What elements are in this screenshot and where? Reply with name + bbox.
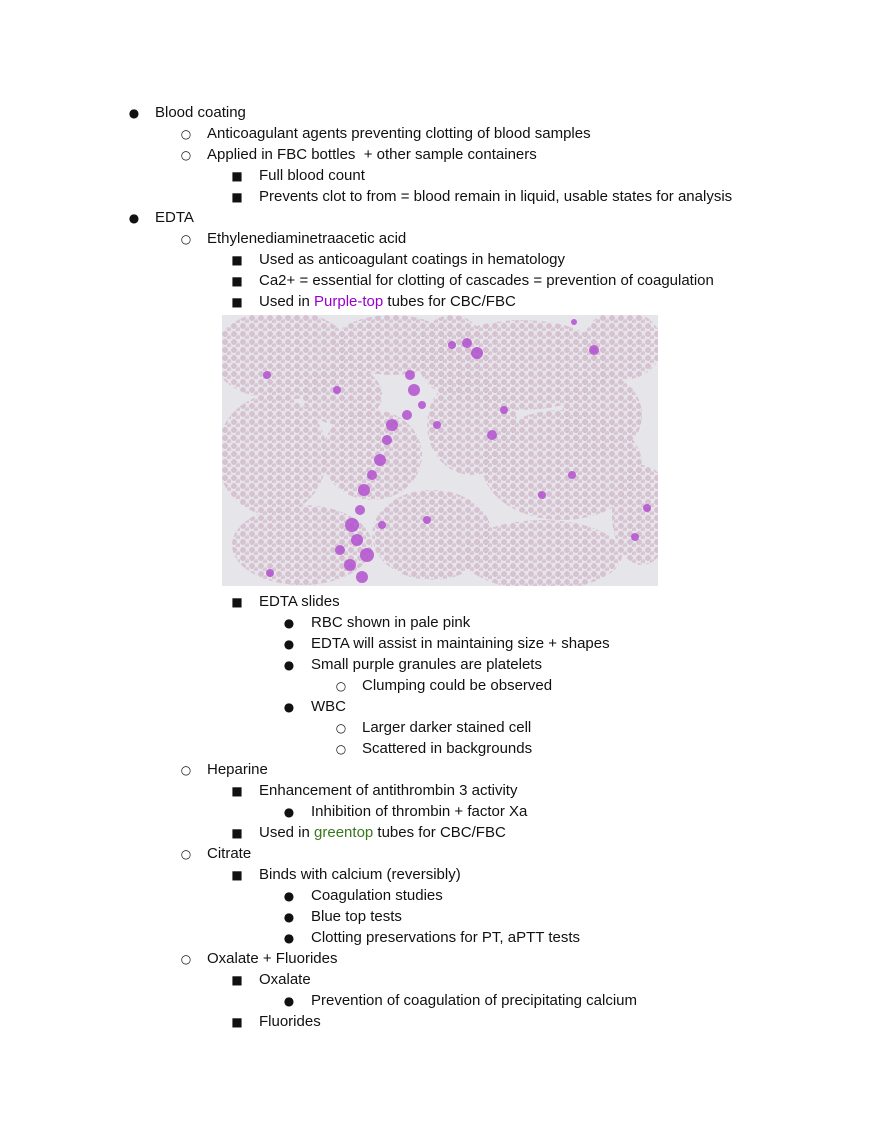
wbc-cell xyxy=(589,345,599,355)
disc-bullet-icon: ● xyxy=(283,889,295,903)
square-bullet-icon: ■ xyxy=(231,169,243,183)
wbc-cell xyxy=(402,410,412,420)
list-item xyxy=(0,970,880,990)
square-bullet-icon: ■ xyxy=(231,295,243,309)
disc-bullet-icon: ● xyxy=(283,700,295,714)
wbc-cell xyxy=(263,371,271,379)
list-text: EDTA will assist in maintaining size + shapes xyxy=(311,635,610,652)
list-text: Used as anticoagulant coatings in hematology xyxy=(259,251,566,268)
text-segment: tubes for CBC/FBC xyxy=(373,824,506,841)
wbc-cell xyxy=(471,347,483,359)
disc-bullet-icon: ● xyxy=(283,910,295,924)
list-item xyxy=(0,655,880,675)
list-text: Enhancement of antithrombin 3 activity xyxy=(259,782,518,799)
list-text: EDTA slides xyxy=(259,593,340,610)
circle-bullet-icon: ○ xyxy=(180,127,192,141)
list-item xyxy=(0,697,880,717)
circle-bullet-icon: ○ xyxy=(180,763,192,777)
wbc-cell xyxy=(405,370,415,380)
list-item xyxy=(0,103,880,123)
wbc-cell xyxy=(358,484,370,496)
list-item xyxy=(0,718,880,738)
list-text: Fluorides xyxy=(259,1013,321,1030)
square-bullet-icon: ■ xyxy=(231,826,243,840)
wbc-cell xyxy=(500,406,508,414)
section-heading-heparine: Heparine xyxy=(207,761,268,778)
list-item xyxy=(0,250,880,270)
square-bullet-icon: ■ xyxy=(231,595,243,609)
square-bullet-icon: ■ xyxy=(231,973,243,987)
list-item xyxy=(0,907,880,927)
list-text: Clotting preservations for PT, aPTT tests xyxy=(311,929,580,946)
circle-bullet-icon: ○ xyxy=(335,721,347,735)
list-text: Anticoagulant agents preventing clotting of blood samples xyxy=(207,125,591,142)
list-text: Oxalate xyxy=(259,971,311,988)
text-segment: Used in xyxy=(259,293,315,310)
list-item xyxy=(0,592,880,612)
list-text xyxy=(259,292,516,312)
rbc-cluster xyxy=(302,365,382,425)
wbc-cell xyxy=(418,401,426,409)
wbc-cell xyxy=(355,505,365,515)
wbc-cell xyxy=(382,435,392,445)
wbc-cell xyxy=(360,548,374,562)
list-item xyxy=(0,292,880,312)
wbc-cell xyxy=(374,454,386,466)
square-bullet-icon: ■ xyxy=(231,1015,243,1029)
wbc-cell xyxy=(378,521,386,529)
list-item xyxy=(0,991,880,1011)
disc-bullet-icon: ● xyxy=(283,658,295,672)
list-item xyxy=(0,208,880,228)
disc-bullet-icon: ● xyxy=(283,805,295,819)
rbc-cluster xyxy=(232,505,372,585)
disc-bullet-icon: ● xyxy=(128,106,140,120)
list-text: Coagulation studies xyxy=(311,887,443,904)
wbc-cell xyxy=(571,319,577,325)
disc-bullet-icon: ● xyxy=(283,616,295,630)
list-item xyxy=(0,928,880,948)
wbc-cell xyxy=(356,571,368,583)
wbc-cell xyxy=(344,559,356,571)
wbc-cell xyxy=(408,384,420,396)
wbc-cell xyxy=(351,534,363,546)
square-bullet-icon: ■ xyxy=(231,784,243,798)
list-text: Binds with calcium (reversibly) xyxy=(259,866,461,883)
wbc-cell xyxy=(433,421,441,429)
list-item xyxy=(0,802,880,822)
circle-bullet-icon: ○ xyxy=(335,679,347,693)
list-item xyxy=(0,760,880,780)
square-bullet-icon: ■ xyxy=(231,274,243,288)
wbc-cell xyxy=(631,533,639,541)
list-item xyxy=(0,676,880,696)
circle-bullet-icon: ○ xyxy=(335,742,347,756)
wbc-cell xyxy=(266,569,274,577)
square-bullet-icon: ■ xyxy=(231,190,243,204)
list-text: RBC shown in pale pink xyxy=(311,614,471,631)
wbc-cell xyxy=(448,341,456,349)
list-item xyxy=(0,145,880,165)
list-item xyxy=(0,865,880,885)
list-text: Scattered in backgrounds xyxy=(362,740,533,757)
wbc-cell xyxy=(367,470,377,480)
section-heading-citrate: Citrate xyxy=(207,845,252,862)
wbc-cell xyxy=(643,504,651,512)
list-text: Blue top tests xyxy=(311,908,402,925)
list-item xyxy=(0,271,880,291)
list-item xyxy=(0,229,880,249)
wbc-cell xyxy=(423,516,431,524)
circle-bullet-icon: ○ xyxy=(180,232,192,246)
list-text: Ca2+ = essential for clotting of cascades = prevention of coagulation xyxy=(259,272,714,289)
list-text: Inhibition of thrombin + factor Xa xyxy=(311,803,528,820)
wbc-cell xyxy=(345,518,359,532)
list-text: Prevention of coagulation of precipitating calcium xyxy=(311,992,638,1009)
circle-bullet-icon: ○ xyxy=(180,952,192,966)
text-segment: tubes for CBC/FBC xyxy=(383,293,516,310)
list-item xyxy=(0,1012,880,1032)
wbc-cell xyxy=(333,386,341,394)
square-bullet-icon: ■ xyxy=(231,868,243,882)
wbc-cell xyxy=(538,491,546,499)
wbc-cell xyxy=(487,430,497,440)
disc-bullet-icon: ● xyxy=(128,211,140,225)
rbc-regions xyxy=(222,315,658,586)
circle-bullet-icon: ○ xyxy=(180,148,192,162)
list-text: Clumping could be observed xyxy=(362,677,553,694)
text-segment: Used in xyxy=(259,824,315,841)
list-item xyxy=(0,739,880,759)
list-text: Small purple granules are platelets xyxy=(311,656,542,673)
wbc-cell xyxy=(386,419,398,431)
edta-blood-smear-image xyxy=(222,315,658,586)
list-item xyxy=(0,613,880,633)
disc-bullet-icon: ● xyxy=(283,637,295,651)
list-item xyxy=(0,124,880,144)
wbc-cell xyxy=(462,338,472,348)
circle-bullet-icon: ○ xyxy=(180,847,192,861)
list-text: Applied in FBC bottles + other sample containers xyxy=(207,146,537,163)
list-text xyxy=(259,823,506,843)
list-text: Full blood count xyxy=(259,167,365,184)
list-item xyxy=(0,886,880,906)
list-item xyxy=(0,949,880,969)
list-item xyxy=(0,844,880,864)
list-item xyxy=(0,187,880,207)
section-heading-blood-coating: Blood coating xyxy=(155,104,246,121)
list-item xyxy=(0,823,880,843)
square-bullet-icon: ■ xyxy=(231,253,243,267)
greentop-highlight: greentop xyxy=(314,824,374,841)
list-item xyxy=(0,634,880,654)
list-text: Larger darker stained cell xyxy=(362,719,532,736)
wbc-cell xyxy=(335,545,345,555)
list-text: Ethylenediaminetraacetic acid xyxy=(207,230,407,247)
wbc-cell xyxy=(568,471,576,479)
section-heading-oxalate-fluorides: Oxalate + Fluorides xyxy=(207,950,338,967)
disc-bullet-icon: ● xyxy=(283,931,295,945)
list-text: WBC xyxy=(311,698,346,715)
disc-bullet-icon: ● xyxy=(283,994,295,1008)
rbc-cluster xyxy=(562,375,642,455)
purple-top-highlight: Purple-top xyxy=(314,293,384,310)
list-item xyxy=(0,166,880,186)
list-text: Prevents clot to from = blood remain in liquid, usable states for analysis xyxy=(259,188,733,205)
section-heading-edta: EDTA xyxy=(155,209,194,226)
list-item xyxy=(0,781,880,801)
